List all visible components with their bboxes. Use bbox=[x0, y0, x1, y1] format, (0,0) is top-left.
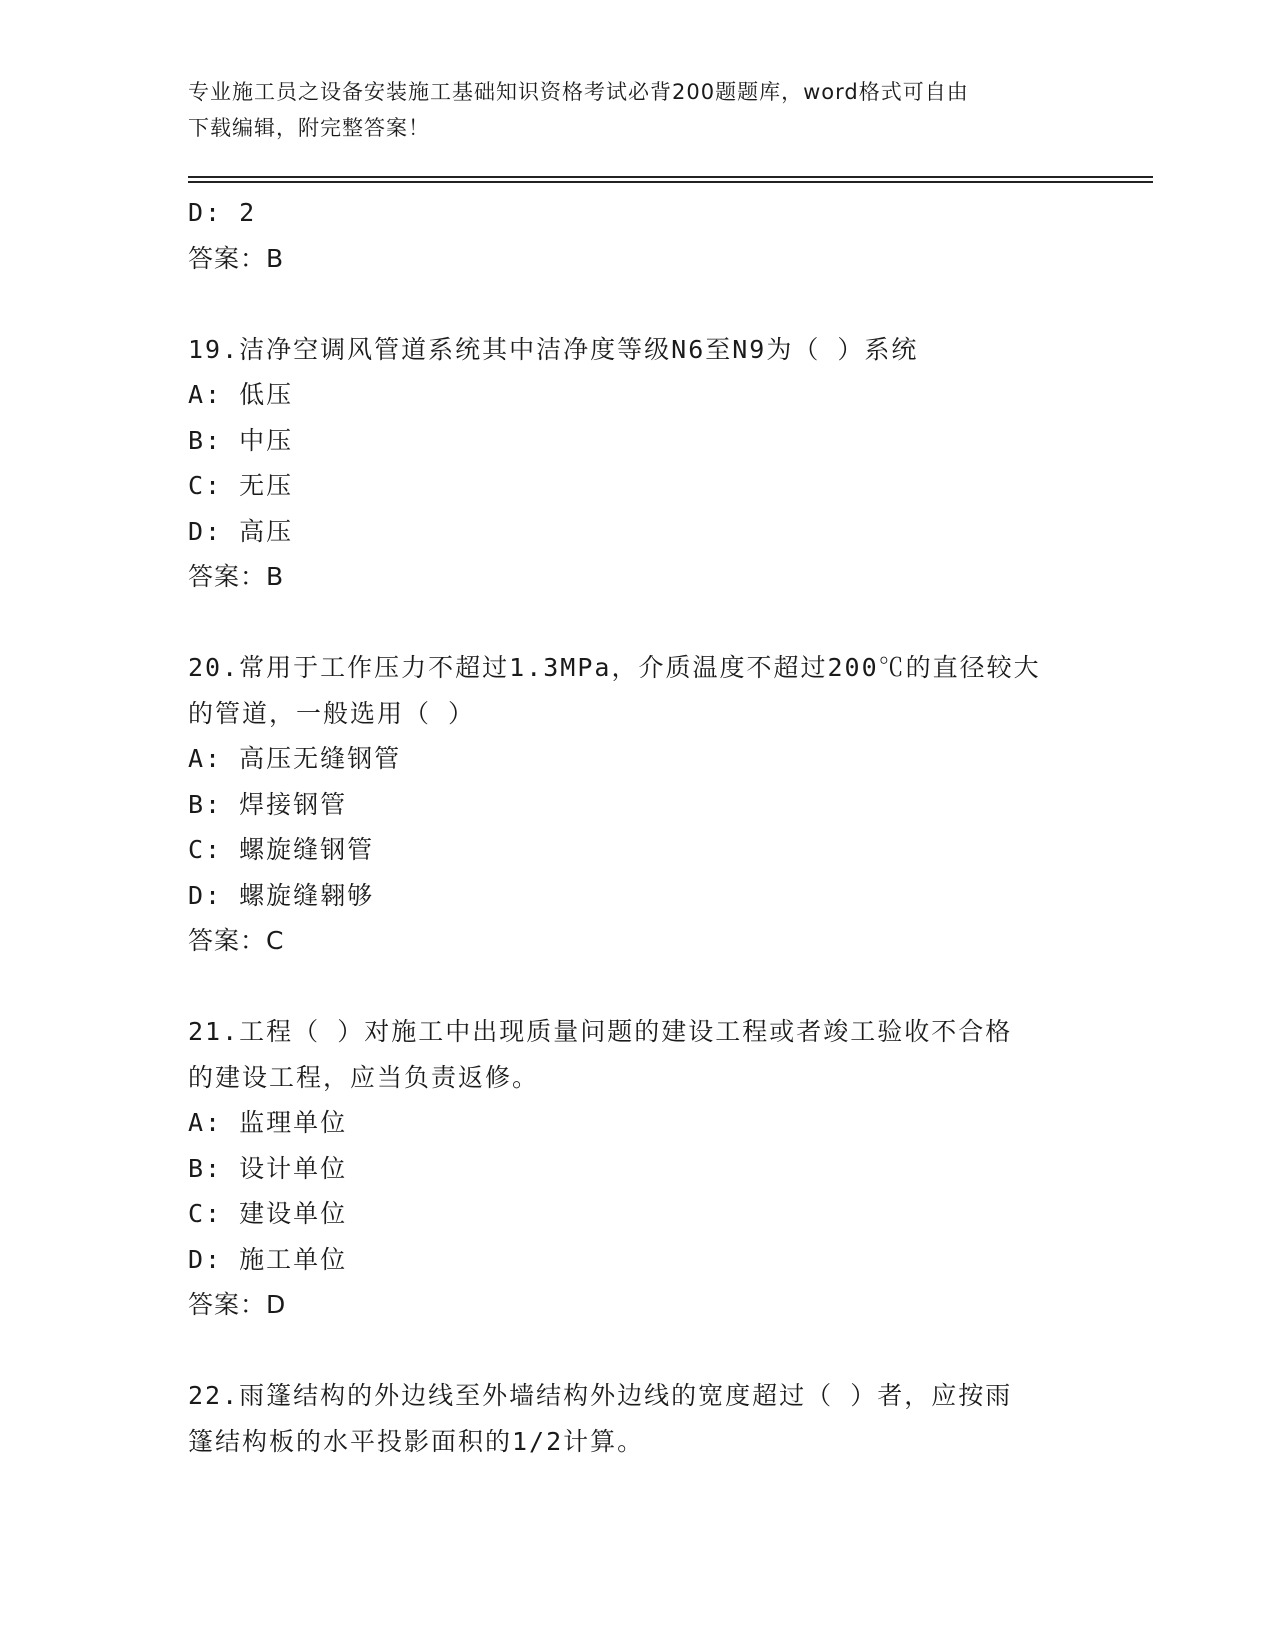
option-d: D: 施工单位 bbox=[188, 1244, 348, 1274]
option-d: D: 2 bbox=[188, 198, 257, 227]
question-21 bbox=[188, 1009, 1088, 1328]
question-text: 22.雨篷结构的外边线至外墙结构外边线的宽度超过（ ）者，应按雨 bbox=[188, 1381, 1013, 1410]
question-text-continued: 的管道，一般选用（ ） bbox=[188, 698, 476, 728]
option-d: D: 螺旋缝翱够 bbox=[188, 880, 375, 910]
option-b: B: 设计单位 bbox=[188, 1153, 348, 1183]
answer-line: 答案：C bbox=[188, 926, 285, 955]
question-text: 21.工程（ ）对施工中出现质量问题的建设工程或者竣工验收不合格 bbox=[188, 1017, 1013, 1046]
header-line-1: 专业施工员之设备安装施工基础知识资格考试必背200题题库，word格式可自由 bbox=[188, 80, 969, 104]
question-text-continued: 篷结构板的水平投影面积的1/2计算。 bbox=[188, 1426, 645, 1456]
answer-line: 答案：D bbox=[188, 1290, 287, 1319]
header-divider-top bbox=[188, 176, 1153, 178]
question-19 bbox=[188, 327, 1088, 600]
option-c: C: 螺旋缝钢管 bbox=[188, 835, 375, 864]
option-a: A: 低压 bbox=[188, 380, 294, 409]
header-divider-bottom bbox=[188, 181, 1153, 183]
question-text: 20.常用于工作压力不超过1.3MPa，介质温度不超过200℃的直径较大 bbox=[188, 653, 1041, 682]
answer-line: 答案：B bbox=[188, 243, 285, 273]
option-c: C: 无压 bbox=[188, 471, 294, 500]
option-b: B: 焊接钢管 bbox=[188, 789, 348, 819]
question-text-continued: 的建设工程，应当负责返修。 bbox=[188, 1062, 540, 1092]
header-line-2: 下载编辑，附完整答案！ bbox=[188, 116, 430, 140]
question-text: 19.洁净空调风管道系统其中洁净度等级N6至N9为（ ）系统 bbox=[188, 334, 919, 364]
option-d: D: 高压 bbox=[188, 516, 294, 546]
question-list bbox=[188, 190, 1088, 1464]
option-a: A: 高压无缝钢管 bbox=[188, 744, 402, 773]
option-c: C: 建设单位 bbox=[188, 1199, 348, 1228]
option-b: B: 中压 bbox=[188, 425, 294, 455]
question-22 bbox=[188, 1373, 1088, 1464]
question-20 bbox=[188, 645, 1088, 964]
answer-line: 答案：B bbox=[188, 562, 285, 591]
option-a: A: 监理单位 bbox=[188, 1108, 348, 1137]
document-header bbox=[188, 74, 1088, 146]
